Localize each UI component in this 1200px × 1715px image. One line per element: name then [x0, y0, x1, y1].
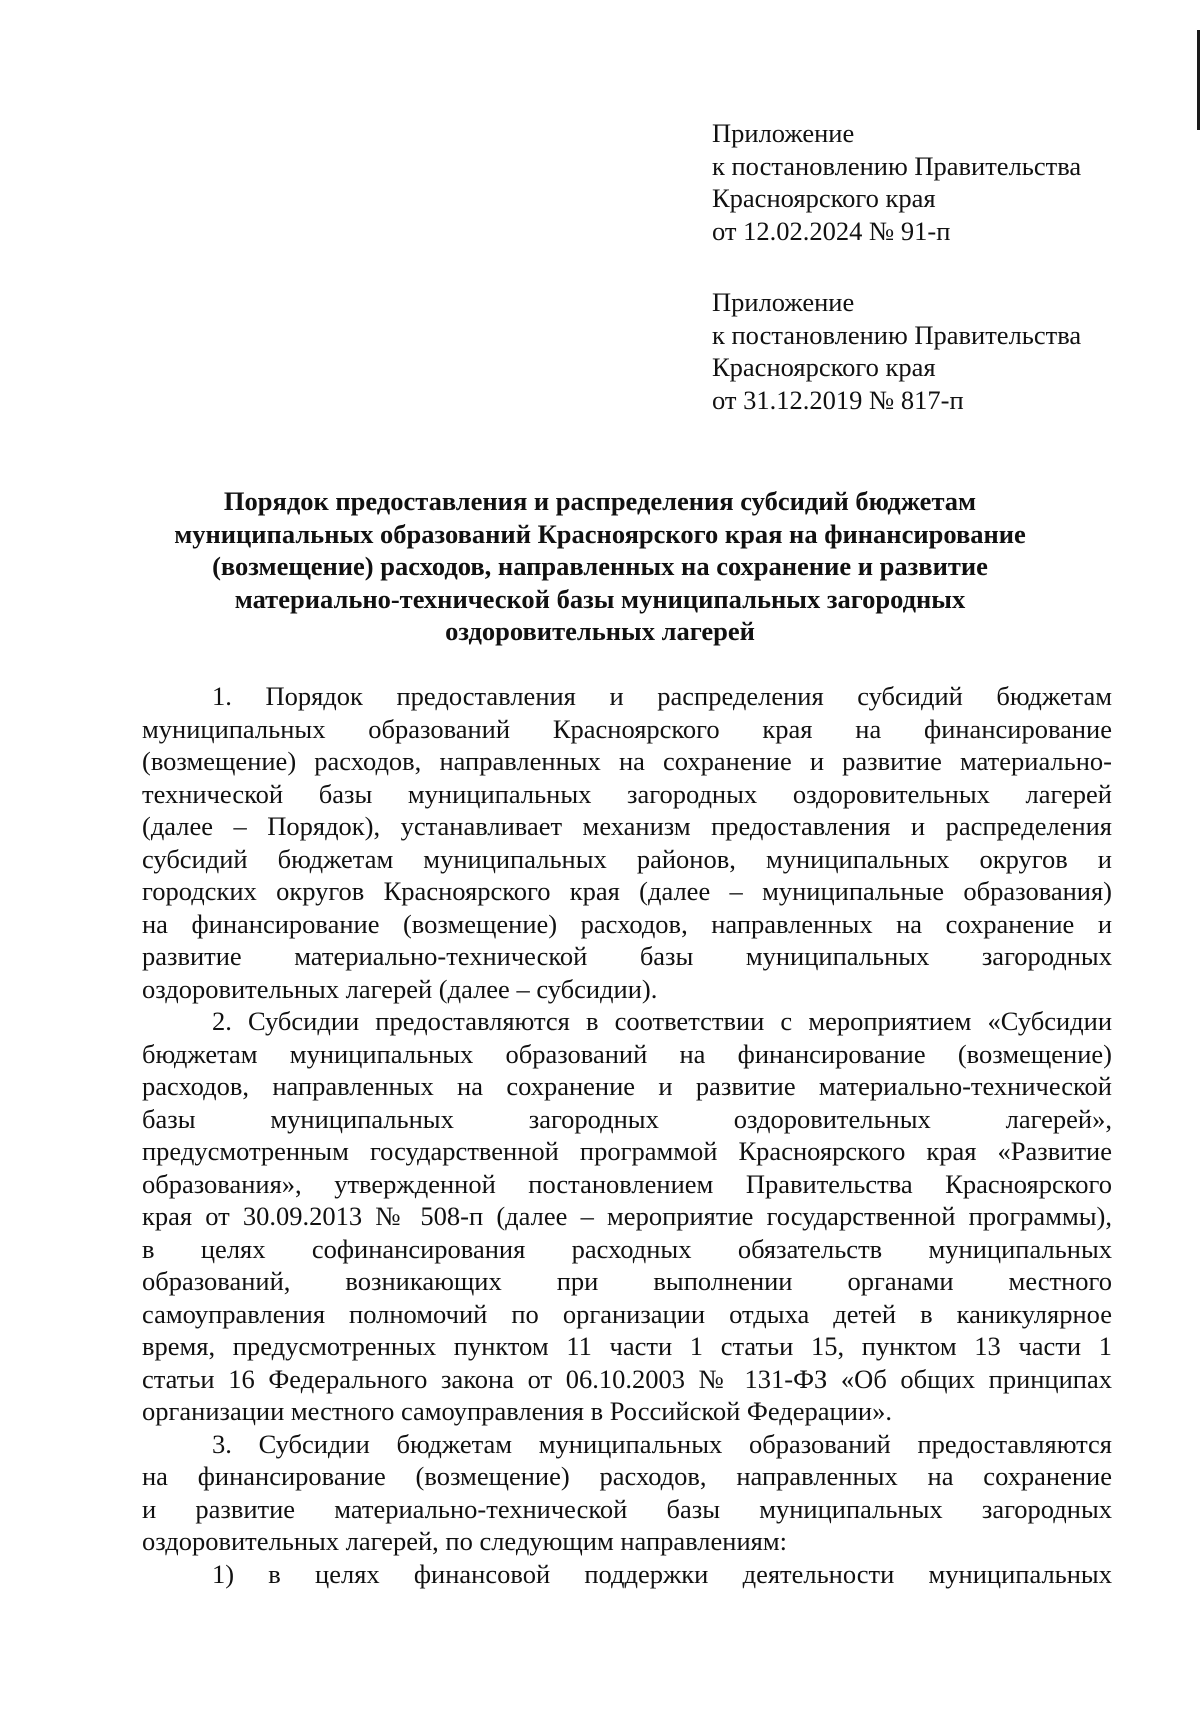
document-body: [142, 680, 1112, 1590]
paragraph-line: организации местного самоуправления в Российской Федерации».: [142, 1396, 892, 1426]
paragraph-line: образований, возникающих при выполнении органами местного: [142, 1266, 1112, 1296]
paragraph-line: на финансирование (возмещение) расходов, направленных на сохранение: [142, 1461, 1112, 1491]
approval-line: Приложение: [712, 118, 855, 148]
paragraph-line: время, предусмотренных пунктом 11 части 1 статьи 15, пунктом 13 части 1: [142, 1331, 1112, 1361]
title-line: оздоровительных лагерей: [445, 616, 755, 646]
paragraph-4: [142, 1558, 1112, 1591]
paragraph-2: [142, 1005, 1112, 1428]
approval-block-current: [712, 117, 1152, 247]
title-line: материально-технической базы муниципальных загородных: [234, 583, 966, 614]
title-line: (возмещение) расходов, направленных на сохранение и развитие: [212, 551, 988, 581]
approval-line: Красноярского края: [712, 183, 936, 213]
approval-line: Приложение: [712, 287, 855, 317]
paragraph-line: субсидий бюджетам муниципальных районов, муниципальных округов и: [142, 843, 1112, 874]
paragraph-line: и развитие материально-технической базы муниципальных загородных: [142, 1493, 1112, 1524]
paragraph-line: предусмотренным государственной программой Красноярского края «Развитие: [142, 1136, 1112, 1166]
paragraph-line: 1) в целях финансовой поддержки деятельности муниципальных: [212, 1558, 1112, 1589]
document-title: [150, 485, 1050, 648]
paragraph-line: на финансирование (возмещение) расходов, направленных на сохранение и: [142, 908, 1112, 939]
paragraph-line: (далее – Порядок), устанавливает механизм предоставления и распределения: [142, 811, 1112, 841]
approval-line: Красноярского края: [712, 352, 936, 382]
approval-line: к постановлению Правительства: [712, 319, 1082, 350]
approval-line: от 12.02.2024 № 91-п: [712, 215, 951, 246]
approval-line: от 31.12.2019 № 817-п: [712, 384, 964, 415]
paragraph-line: оздоровительных лагерей (далее – субсидии).: [142, 973, 658, 1004]
paragraph-line: муниципальных образований Красноярского края на финансирование: [142, 713, 1112, 744]
paragraph-line: 3. Субсидии бюджетам муниципальных образований предоставляются: [212, 1428, 1112, 1459]
paragraph-line: 2. Субсидии предоставляются в соответствии с мероприятием «Субсидии: [212, 1006, 1112, 1036]
paragraph-line: образования», утвержденной постановлением Правительства Красноярского: [142, 1168, 1112, 1199]
paragraph-line: развитие материально-технической базы муниципальных загородных: [142, 941, 1112, 971]
paragraph-line: края от 30.09.2013 № 508-п (далее – мероприятие государственной программы),: [142, 1201, 1112, 1231]
approval-line: к постановлению Правительства: [712, 150, 1082, 181]
paragraph-line: технической базы муниципальных загородных оздоровительных лагерей: [142, 778, 1112, 809]
paragraph-line: самоуправления полномочий по организации отдыха детей в каникулярное: [142, 1298, 1112, 1329]
paragraph-line: базы муниципальных загородных оздоровительных лагерей»,: [142, 1103, 1112, 1134]
paragraph-line: 1. Порядок предоставления и распределения субсидий бюджетам: [212, 681, 1112, 711]
paragraph-line: в целях софинансирования расходных обязательств муниципальных: [142, 1233, 1112, 1264]
paragraph-1: [142, 680, 1112, 1005]
paragraph-line: статьи 16 Федерального закона от 06.10.2003 № 131-ФЗ «Об общих принципах: [142, 1363, 1112, 1394]
title-line: Порядок предоставления и распределения субсидий бюджетам: [223, 486, 977, 516]
title-line: муниципальных образований Красноярского края на финансирование: [174, 518, 1026, 549]
paragraph-3: [142, 1428, 1112, 1558]
paragraph-line: городских округов Красноярского края (далее – муниципальные образования): [142, 876, 1112, 906]
paragraph-line: оздоровительных лагерей, по следующим направлениям:: [142, 1526, 787, 1556]
paragraph-line: (возмещение) расходов, направленных на сохранение и развитие материально-: [142, 746, 1112, 776]
paragraph-line: бюджетам муниципальных образований на финансирование (возмещение): [142, 1038, 1112, 1069]
paragraph-line: расходов, направленных на сохранение и развитие материально-технической: [142, 1071, 1112, 1101]
approval-block-original: [712, 286, 1152, 416]
